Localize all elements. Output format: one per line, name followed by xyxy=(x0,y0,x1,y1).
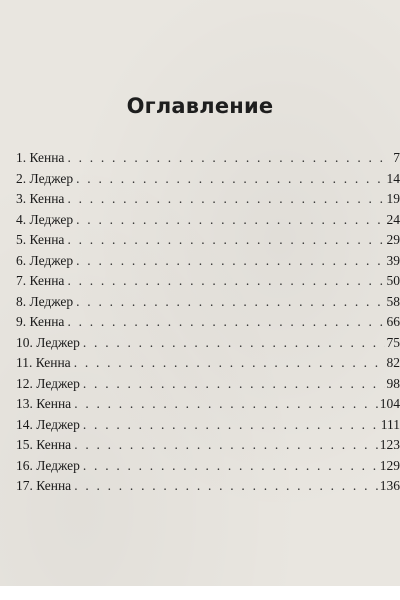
toc-entry-page: 19 xyxy=(386,191,400,206)
toc-entry xyxy=(16,437,400,458)
toc-entry-page: 82 xyxy=(386,355,400,370)
dot-leader xyxy=(67,232,384,248)
toc-entry-page: 66 xyxy=(386,314,400,329)
toc-entry xyxy=(16,314,400,335)
toc-entry-label: 17. Кенна xyxy=(16,478,72,493)
toc-entry-label: 9. Кенна xyxy=(16,314,65,329)
toc-entry-page: 14 xyxy=(386,170,400,186)
dot-leader xyxy=(76,253,384,269)
toc-entry-label: 10. Леджер xyxy=(16,334,80,350)
dot-leader xyxy=(67,314,384,330)
toc-entry-page: 50 xyxy=(386,273,400,288)
dot-leader xyxy=(74,396,378,412)
toc-entry-page: 98 xyxy=(386,375,400,391)
dot-leader xyxy=(67,150,388,166)
toc-entry xyxy=(16,335,400,356)
toc-entry-label: 5. Кенна xyxy=(16,232,65,247)
toc-entry xyxy=(16,273,400,294)
toc-entry-page: 104 xyxy=(379,396,400,411)
toc-entry xyxy=(16,417,400,438)
dot-leader xyxy=(67,273,384,289)
toc-entry-page: 39 xyxy=(386,252,400,268)
dot-leader xyxy=(76,212,384,228)
dot-leader xyxy=(67,191,384,207)
toc-entry xyxy=(16,232,400,253)
dot-leader xyxy=(74,437,378,453)
toc-entry-label: 13. Кенна xyxy=(16,396,72,411)
toc-entry-page: 24 xyxy=(386,211,400,227)
toc-entry-label: 1. Кенна xyxy=(16,150,65,165)
toc-entry xyxy=(16,396,400,417)
toc-entry-label: 12. Леджер xyxy=(16,375,80,391)
toc-entry-page: 75 xyxy=(386,334,400,350)
dot-leader xyxy=(76,294,384,310)
toc-entry-label: 8. Леджер xyxy=(16,293,74,309)
toc-entry xyxy=(16,294,400,315)
toc-entry xyxy=(16,150,400,171)
toc-entry xyxy=(16,355,400,376)
toc-entry xyxy=(16,191,400,212)
dot-leader xyxy=(83,417,379,433)
toc-entry-label: 3. Кенна xyxy=(16,191,65,206)
toc-entry xyxy=(16,458,400,479)
dot-leader xyxy=(76,171,384,187)
toc-entry xyxy=(16,212,400,233)
toc-entry-page: 58 xyxy=(386,293,400,309)
toc-entry-label: 14. Леджер xyxy=(16,416,80,432)
toc-entry xyxy=(16,171,400,192)
toc-entry-label: 7. Кенна xyxy=(16,273,65,288)
toc-entry xyxy=(16,253,400,274)
page-bottom-margin xyxy=(0,586,400,600)
toc-entry-label: 15. Кенна xyxy=(16,437,72,452)
toc-entry-label: 16. Леджер xyxy=(16,457,80,473)
toc-entry-page: 129 xyxy=(379,457,400,473)
dot-leader xyxy=(83,376,385,392)
page-title: Оглавление xyxy=(126,94,274,118)
table-of-contents xyxy=(16,150,400,499)
dot-leader xyxy=(83,335,385,351)
dot-leader xyxy=(83,458,378,474)
dot-leader xyxy=(74,355,385,371)
toc-entry-page: 136 xyxy=(379,478,400,493)
toc-entry-label: 2. Леджер xyxy=(16,170,74,186)
toc-entry-label: 11. Кенна xyxy=(16,355,71,370)
toc-entry-page: 29 xyxy=(386,232,400,247)
toc-entry-page: 111 xyxy=(380,416,400,432)
toc-entry-page: 7 xyxy=(393,150,400,165)
toc-entry xyxy=(16,478,400,499)
toc-entry xyxy=(16,376,400,397)
dot-leader xyxy=(74,478,378,494)
toc-entry-label: 4. Леджер xyxy=(16,211,74,227)
toc-entry-label: 6. Леджер xyxy=(16,252,74,268)
toc-entry-page: 123 xyxy=(379,437,400,452)
